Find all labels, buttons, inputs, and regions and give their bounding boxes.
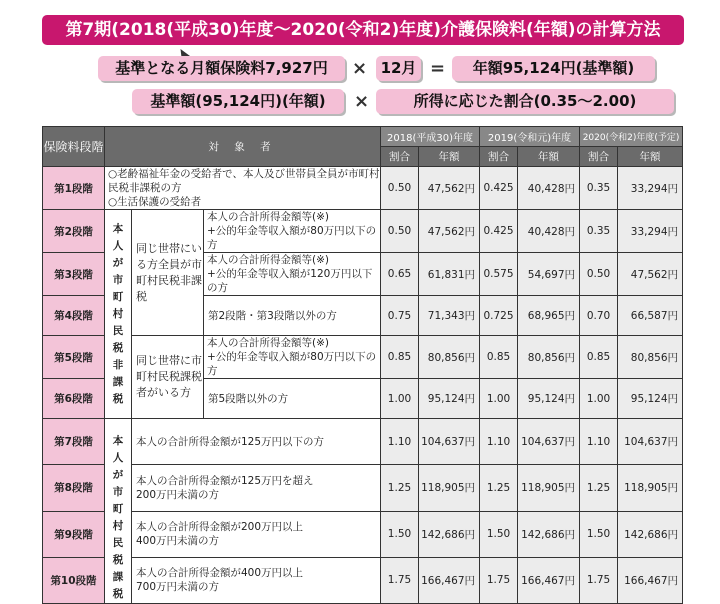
amount-cell: 40,428円 xyxy=(518,210,580,253)
target-description: 第2段階・第3段階以外の方 xyxy=(204,296,381,336)
amount-cell: 54,697円 xyxy=(518,253,580,296)
amount-cell: 33,294円 xyxy=(618,167,683,210)
table-row xyxy=(43,511,683,557)
header-year-2020: 2020(令和2)年度(予定) xyxy=(580,127,683,147)
target-description: 本人の合計所得金額が125万円を超え 200万円未満の方 xyxy=(132,465,381,511)
ratio-cell: 0.425 xyxy=(480,210,518,253)
step-label: 第9段階 xyxy=(43,511,105,557)
target-description: 本人の合計所得金額等(※) +公的年金等収入額が80万円以下の方 xyxy=(204,336,381,379)
amount-cell: 104,637円 xyxy=(419,419,480,465)
group-label-nontaxed xyxy=(105,210,132,419)
ratio-cell: 1.75 xyxy=(381,557,419,603)
ratio-cell: 1.00 xyxy=(580,379,618,419)
header-target: 対 象 者 xyxy=(105,127,381,167)
ratio-cell: 1.75 xyxy=(480,557,518,603)
ratio-cell: 1.00 xyxy=(381,379,419,419)
amount-cell: 118,905円 xyxy=(419,465,480,511)
standard-amount-box: 基準額(95,124円)(年額) xyxy=(132,89,344,114)
table-row xyxy=(43,336,683,379)
ratio-cell: 0.50 xyxy=(580,253,618,296)
target-description: 本人の合計所得金額等(※) +公的年金等収入額が80万円以下の方 xyxy=(204,210,381,253)
amount-cell: 47,562円 xyxy=(419,210,480,253)
ratio-cell: 0.725 xyxy=(480,296,518,336)
amount-cell: 33,294円 xyxy=(618,210,683,253)
ratio-cell: 0.575 xyxy=(480,253,518,296)
amount-cell: 47,562円 xyxy=(419,167,480,210)
ratio-cell: 0.65 xyxy=(381,253,419,296)
group-label-taxed xyxy=(105,419,132,604)
amount-cell: 80,856円 xyxy=(518,336,580,379)
amount-cell: 95,124円 xyxy=(618,379,683,419)
ratio-cell: 0.85 xyxy=(580,336,618,379)
target-description: 本人の合計所得金額が400万円以上 700万円未満の方 xyxy=(132,557,381,603)
step-label: 第3段階 xyxy=(43,253,105,296)
header-amount: 年額 xyxy=(419,147,480,167)
equals-sign: = xyxy=(430,58,446,79)
amount-cell: 95,124円 xyxy=(419,379,480,419)
header-ratio: 割合 xyxy=(480,147,518,167)
amount-cell: 166,467円 xyxy=(419,557,480,603)
premium-table xyxy=(42,126,683,604)
ratio-cell: 0.75 xyxy=(381,296,419,336)
target-description: ○老齢福祉年金の受給者で、本人及び世帯員全員が市町村民税非課税の方 ○生活保護の受給者 xyxy=(105,167,381,210)
monthly-premium-box: 基準となる月額保険料7,927円 xyxy=(98,56,345,81)
times-sign-2: × xyxy=(354,91,370,112)
target-description: 第5段階以外の方 xyxy=(204,379,381,419)
ratio-cell: 0.425 xyxy=(480,167,518,210)
amount-cell: 166,467円 xyxy=(518,557,580,603)
ratio-cell: 1.00 xyxy=(480,379,518,419)
ratio-cell: 1.10 xyxy=(381,419,419,465)
ratio-cell: 1.50 xyxy=(381,511,419,557)
ratio-cell: 1.50 xyxy=(580,511,618,557)
group-label-text: 本人が市町村民税課税 xyxy=(112,435,124,600)
header-year-2019: 2019(令和元)年度 xyxy=(480,127,580,147)
amount-cell: 66,587円 xyxy=(618,296,683,336)
ratio-cell: 1.25 xyxy=(480,465,518,511)
amount-cell: 71,343円 xyxy=(419,296,480,336)
times-sign: × xyxy=(352,58,368,79)
amount-cell: 142,686円 xyxy=(618,511,683,557)
ratio-cell: 1.10 xyxy=(580,419,618,465)
group-label-text: 本人が市町村民税非課税 xyxy=(112,222,124,405)
amount-cell: 142,686円 xyxy=(419,511,480,557)
amount-cell: 80,856円 xyxy=(618,336,683,379)
amount-cell: 104,637円 xyxy=(518,419,580,465)
header-step: 保険料段階 xyxy=(43,127,105,167)
amount-cell: 166,467円 xyxy=(618,557,683,603)
amount-cell: 118,905円 xyxy=(618,465,683,511)
target-description: 本人の合計所得金額が125万円以下の方 xyxy=(132,419,381,465)
ratio-cell: 1.50 xyxy=(480,511,518,557)
ratio-cell: 0.50 xyxy=(381,167,419,210)
ratio-cell: 1.75 xyxy=(580,557,618,603)
step-label: 第1段階 xyxy=(43,167,105,210)
step-label: 第2段階 xyxy=(43,210,105,253)
header-ratio: 割合 xyxy=(580,147,618,167)
page-title: 第7期(2018(平成30)年度〜2020(令和2)年度)介護保険料(年額)の計算方法 xyxy=(42,15,684,45)
target-description: 本人の合計所得金額が200万円以上 400万円未満の方 xyxy=(132,511,381,557)
ratio-cell: 0.70 xyxy=(580,296,618,336)
ratio-cell: 0.35 xyxy=(580,167,618,210)
step-label: 第5段階 xyxy=(43,336,105,379)
step-label: 第4段階 xyxy=(43,296,105,336)
amount-cell: 68,965円 xyxy=(518,296,580,336)
amount-cell: 80,856円 xyxy=(419,336,480,379)
amount-cell: 118,905円 xyxy=(518,465,580,511)
ratio-cell: 0.85 xyxy=(381,336,419,379)
ratio-cell: 1.25 xyxy=(580,465,618,511)
months-box: 12月 xyxy=(376,56,421,81)
income-ratio-box: 所得に応じた割合(0.35〜2.00) xyxy=(376,89,674,114)
amount-cell: 40,428円 xyxy=(518,167,580,210)
table-row xyxy=(43,210,683,253)
step-label: 第6段階 xyxy=(43,379,105,419)
header-amount: 年額 xyxy=(618,147,683,167)
table-row xyxy=(43,419,683,465)
target-description: 本人の合計所得金額等(※) +公的年金等収入額が120万円以下の方 xyxy=(204,253,381,296)
ratio-cell: 0.85 xyxy=(480,336,518,379)
amount-cell: 142,686円 xyxy=(518,511,580,557)
amount-cell: 61,831円 xyxy=(419,253,480,296)
table-row xyxy=(43,167,683,210)
ratio-cell: 1.25 xyxy=(381,465,419,511)
ratio-cell: 1.10 xyxy=(480,419,518,465)
annual-standard-box: 年額95,124円(基準額) xyxy=(452,56,655,81)
amount-cell: 95,124円 xyxy=(518,379,580,419)
header-amount: 年額 xyxy=(518,147,580,167)
table-row xyxy=(43,465,683,511)
ratio-cell: 0.35 xyxy=(580,210,618,253)
header-year-2018: 2018(平成30)年度 xyxy=(381,127,480,147)
amount-cell: 47,562円 xyxy=(618,253,683,296)
header-ratio: 割合 xyxy=(381,147,419,167)
ratio-cell: 0.50 xyxy=(381,210,419,253)
step-label: 第8段階 xyxy=(43,465,105,511)
amount-cell: 104,637円 xyxy=(618,419,683,465)
step-label: 第7段階 xyxy=(43,419,105,465)
household-a-label: 同じ世帯にいる方全員が市町村民税非課税 xyxy=(132,210,204,336)
step-label: 第10段階 xyxy=(43,557,105,603)
household-b-label: 同じ世帯に市町村民税課税者がいる方 xyxy=(132,336,204,419)
table-row xyxy=(43,557,683,603)
